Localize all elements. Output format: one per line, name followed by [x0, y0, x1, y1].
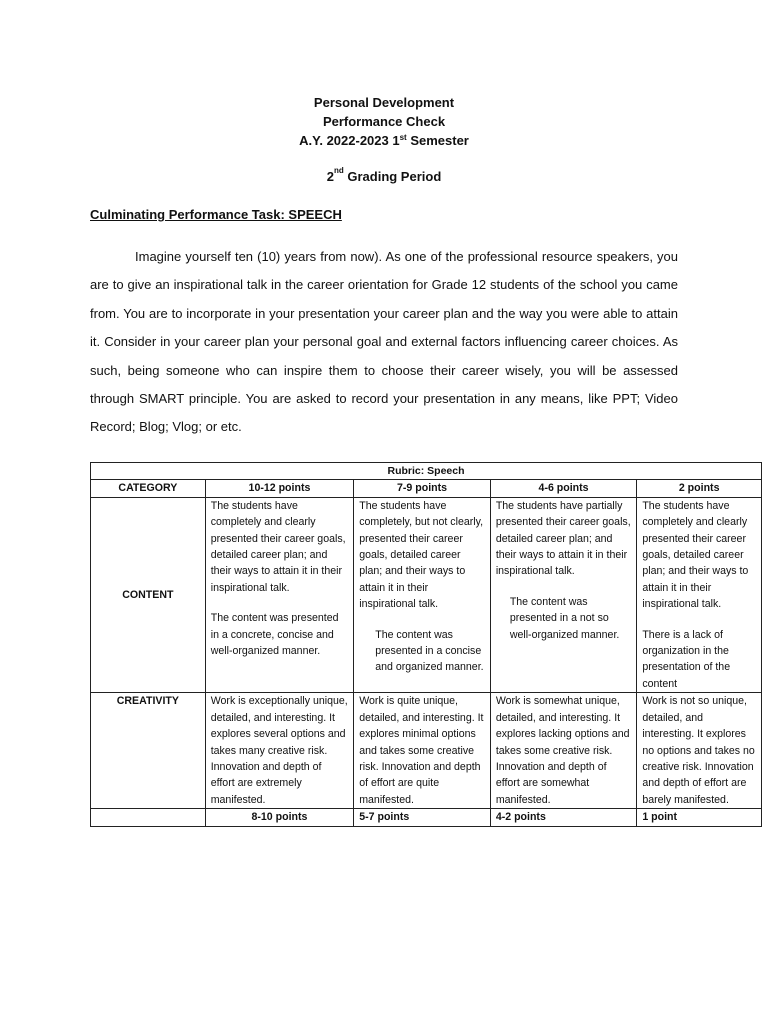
academic-year: A.Y. 2022-2023 1st Semester — [299, 133, 469, 148]
points-8-10: 8-10 points — [205, 809, 354, 826]
creativity-10-12: Work is exceptionally unique, detailed, and interesting. It explores several options and takes many creative risk. Innovation and depth of effort are extremely manifested. — [205, 693, 354, 809]
rubric-table — [90, 462, 762, 827]
task-description: Imagine yourself ten (10) years from now). As one of the professional resource speakers, you are to give an inspirational talk in the career orientation for Grade 12 students of the school you came from. You are to incorporate in your presentation your career plan and the way you were able to attain it. Consider in your career plan your personal goal and external factors influencing career choices. As such, being someone who can inspire them to choose their career wisely, you will be assessed through SMART principle. You are asked to record your presentation in any means, like PPT; Video Record; Blog; Vlog; or etc. — [90, 249, 678, 435]
rubric-caption-row — [91, 463, 762, 480]
creativity-2: Work is not so unique, detailed, and interesting. It explores no options and takes no creative risk. Innovation and depth of effort are barely manifested. — [637, 693, 762, 809]
creativity-4-6: Work is somewhat unique, detailed, and interesting. It explores lacking options and takes some creative risk. Innovation and depth of effort are somewhat manifested. — [490, 693, 637, 809]
content-10-12: The students have completely and clearly presented their career goals, detailed career plan; and their ways to attain it in their inspirational talk. The content was presented in a concrete, concise and well-organized manner. — [205, 497, 354, 692]
points-5-7: 5-7 points — [354, 809, 491, 826]
rubric-row-content — [91, 497, 762, 692]
rubric-row-creativity — [91, 693, 762, 809]
header-4-6: 4-6 points — [490, 480, 637, 497]
category-creativity: CREATIVITY — [91, 693, 206, 809]
content-4-6: The students have partially presented their career goals, detailed career plan; and their ways to attain it in their inspirational talk. The content was presented in a not so well-organized manner. — [490, 497, 637, 692]
points-4-2: 4-2 points — [490, 809, 637, 826]
header-2: 2 points — [637, 480, 762, 497]
check-title: Performance Check — [322, 114, 446, 129]
header-category: CATEGORY — [91, 480, 206, 497]
points-1: 1 point — [637, 809, 762, 826]
course-title: Personal Development — [313, 95, 455, 110]
rubric-header-row — [91, 480, 762, 497]
rubric-caption: Rubric: Speech — [91, 463, 762, 480]
header-10-12: 10-12 points — [205, 480, 354, 497]
header-7-9: 7-9 points — [354, 480, 491, 497]
grading-period: 2nd Grading Period — [326, 166, 442, 184]
task-title: Culminating Performance Task: SPEECH — [90, 207, 342, 222]
points-empty — [91, 809, 206, 826]
creativity-7-9: Work is quite unique, detailed, and interesting. It explores minimal options and takes some creative risk. Innovation and depth of effort are quite manifested. — [354, 693, 491, 809]
rubric-points-row — [91, 809, 762, 826]
content-7-9: The students have completely, but not clearly, presented their career goals, detailed career plan; and their ways to attain it in their inspirational talk. The content was presented in a concise and organized manner. — [354, 497, 491, 692]
document-header — [0, 93, 768, 150]
content-2: The students have completely and clearly presented their career goals, detailed career plan; and their ways to attain it in their inspirational talk. There is a lack of organization in the presentation of the content — [637, 497, 762, 692]
category-content: CONTENT — [91, 497, 206, 692]
